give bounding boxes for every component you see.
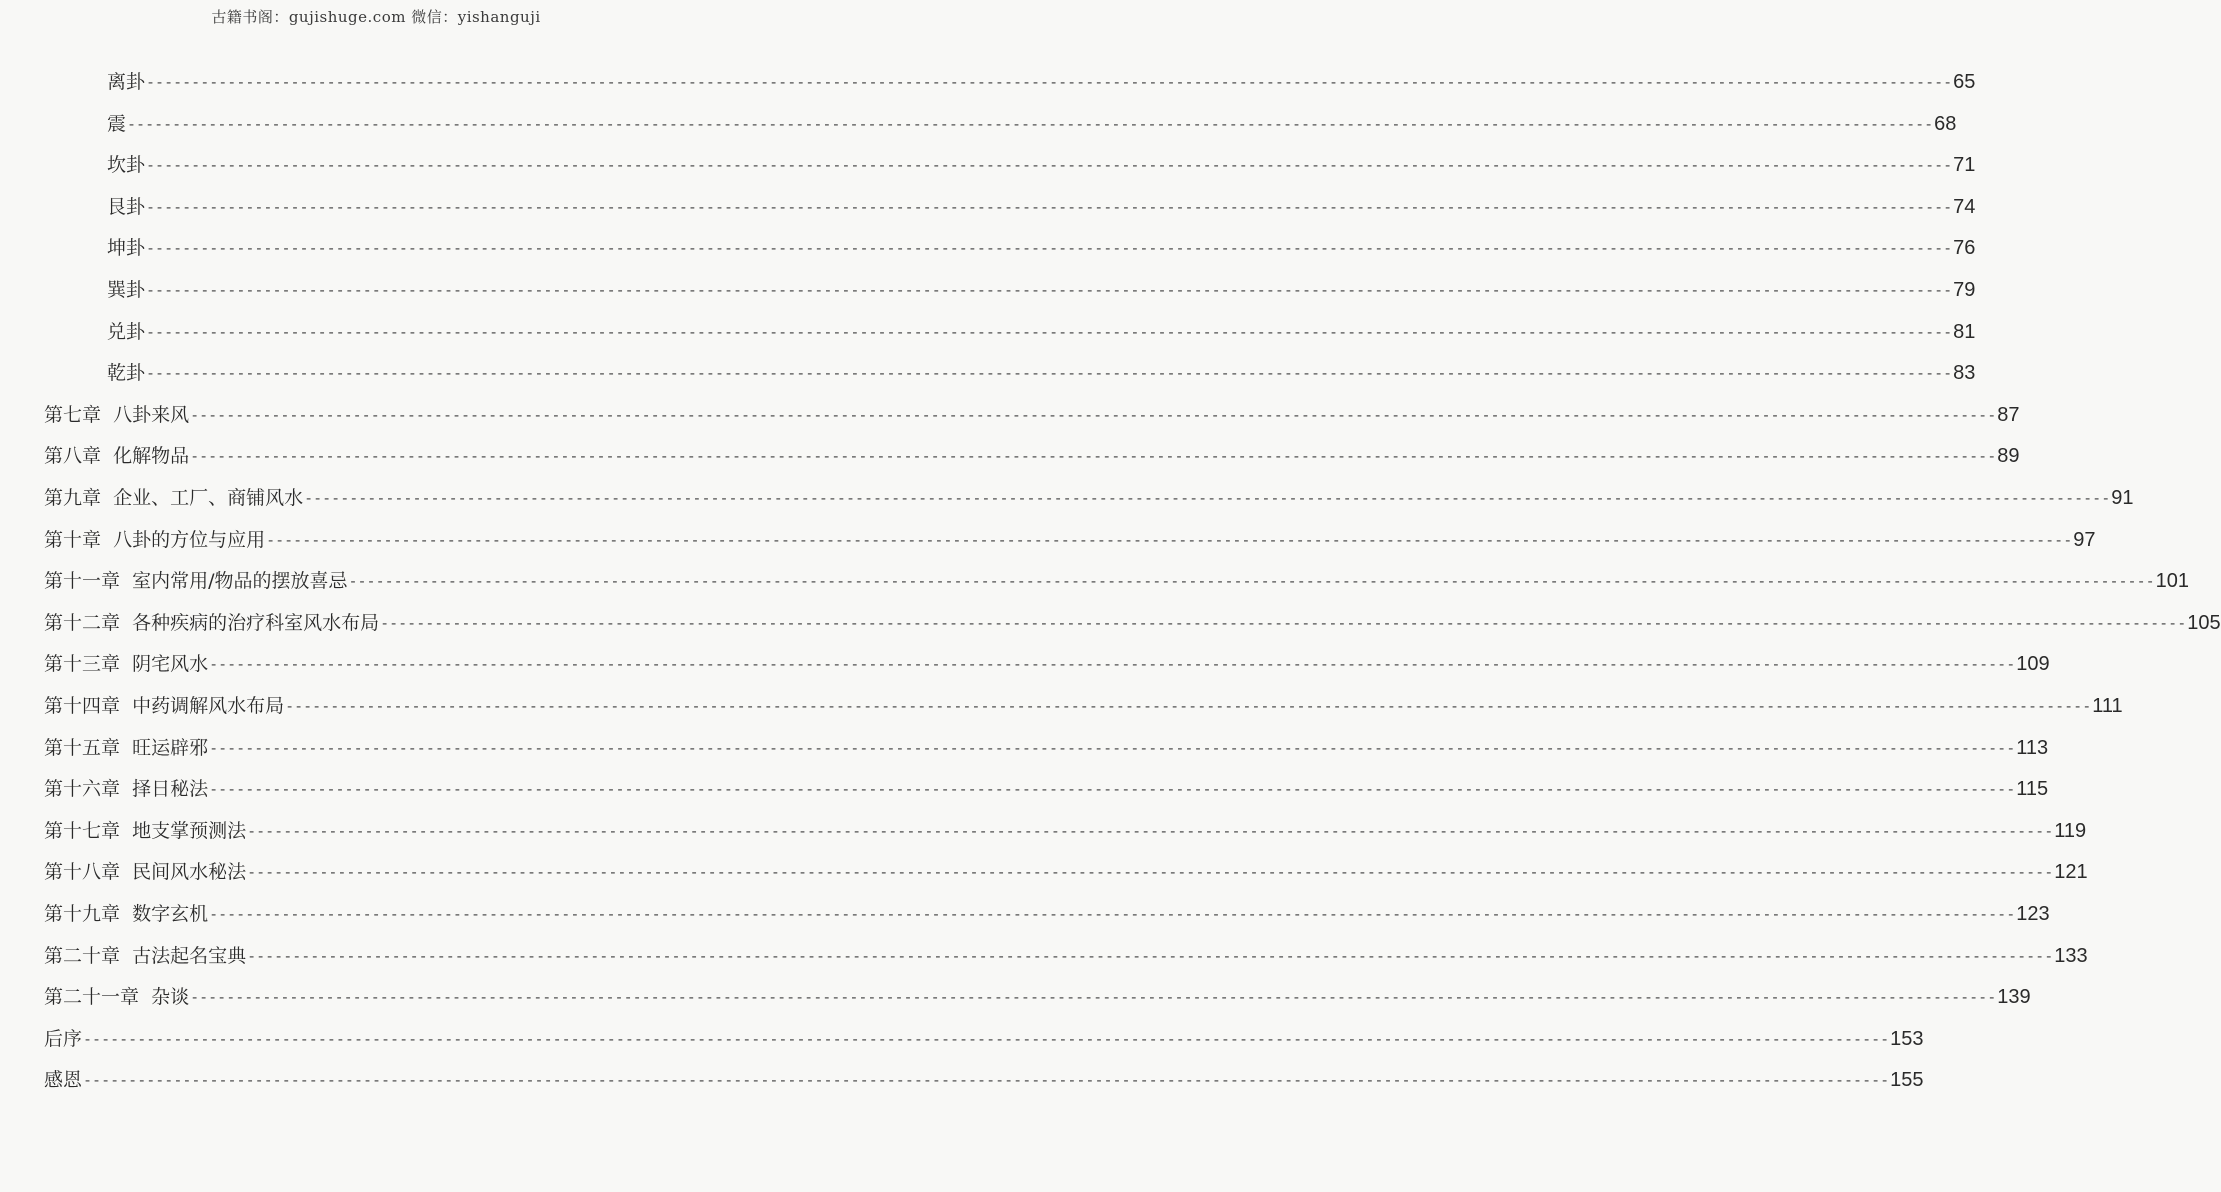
toc-entry [107,106,1957,136]
toc-entry-page-number: 68 [1934,112,1957,135]
toc-entry [44,438,2020,468]
toc-entry [107,64,1976,94]
toc-entry-title: 坤卦 [107,237,146,260]
toc-entry-page-number: 115 [2016,778,2049,801]
toc-entry-title: 离卦 [107,71,146,93]
toc-entry [107,230,1976,260]
toc-entry-page-number: 105 [2187,611,2221,634]
toc-entry [44,480,2134,510]
toc-entry-title: 艮卦 [107,195,146,218]
toc-dot-leader: -------------------------------------------------------------------------------------------------------------------------------------------------------------------------------------------------------- [190,988,1997,1007]
watermark-header: 古籍书阁：gujishuge.com 微信：yishanguji [211,8,541,26]
toc-entry-page-number: 113 [2016,736,2049,759]
toc-dot-leader: -------------------------------------------------------------------------------------------------------------------------------------------------------------------------------------------------------- [146,364,1953,383]
toc-entry-page-number: 65 [1953,71,1976,93]
toc-dot-leader: -------------------------------------------------------------------------------------------------------------------------------------------------------------------------------------------------------- [304,489,2111,507]
toc-entry-page-number: 139 [1997,986,2031,1009]
toc-entry [44,522,2096,552]
toc-entry-page-number: 123 [2016,903,2050,925]
toc-entry-page-number: 119 [2054,819,2087,842]
toc-dot-leader: -------------------------------------------------------------------------------------------------------------------------------------------------------------------------------------------------------- [190,405,1997,424]
toc-entry [44,896,2050,926]
toc-dot-leader: -------------------------------------------------------------------------------------------------------------------------------------------------------------------------------------------------------- [380,613,2187,632]
toc-entry-title: 第九章 企业、工厂、商铺风水 [44,487,304,509]
toc-dot-leader: -------------------------------------------------------------------------------------------------------------------------------------------------------------------------------------------------------- [247,821,2054,840]
toc-entry-title: 乾卦 [107,362,146,385]
toc-entry-title: 第十四章 中药调解风水布局 [44,695,285,717]
toc-entry [107,147,1976,177]
toc-entry-title: 第八章 化解物品 [44,445,190,468]
toc-entry-title: 第十六章 择日秘法 [44,778,209,801]
toc-dot-leader: -------------------------------------------------------------------------------------------------------------------------------------------------------------------------------------------------------- [127,114,1934,133]
toc-entry-page-number: 71 [1953,154,1976,177]
toc-dot-leader: -------------------------------------------------------------------------------------------------------------------------------------------------------------------------------------------------------- [83,1029,1890,1048]
toc-entry-title: 第二十章 古法起名宝典 [44,944,247,967]
toc-entry [44,605,2221,635]
toc-entry-page-number: 133 [2054,944,2088,967]
toc-entry-page-number: 121 [2054,861,2088,884]
toc-dot-leader: -------------------------------------------------------------------------------------------------------------------------------------------------------------------------------------------------------- [146,239,1953,258]
toc-dot-leader: -------------------------------------------------------------------------------------------------------------------------------------------------------------------------------------------------------- [146,322,1953,341]
toc-entry [44,646,2050,676]
toc-entry-page-number: 81 [1953,320,1976,343]
toc-entry-page-number: 83 [1953,362,1976,385]
toc-entry [44,938,2088,968]
toc-entry-title: 第十八章 民间风水秘法 [44,861,247,884]
toc-entry-page-number: 97 [2073,528,2096,551]
toc-dot-leader: -------------------------------------------------------------------------------------------------------------------------------------------------------------------------------------------------------- [266,530,2073,549]
toc-dot-leader: -------------------------------------------------------------------------------------------------------------------------------------------------------------------------------------------------------- [146,73,1953,91]
toc-dot-leader: -------------------------------------------------------------------------------------------------------------------------------------------------------------------------------------------------------- [209,780,2016,799]
toc-entry-page-number: 74 [1953,195,1976,218]
toc-entry [44,771,2049,801]
toc-entry-title: 震 [107,112,127,135]
toc-entry-title: 第十章 八卦的方位与应用 [44,528,266,551]
toc-entry [107,272,1976,302]
toc-dot-leader: -------------------------------------------------------------------------------------------------------------------------------------------------------------------------------------------------------- [209,905,2016,923]
toc-entry-title: 第十五章 旺运辟邪 [44,736,209,759]
toc-entry [44,730,2049,760]
toc-entry-title: 坎卦 [107,154,146,177]
toc-entry [107,189,1976,219]
toc-dot-leader: -------------------------------------------------------------------------------------------------------------------------------------------------------------------------------------------------------- [146,281,1953,299]
toc-entry-page-number: 155 [1890,1069,1924,1092]
toc-entry-page-number: 79 [1953,279,1976,301]
toc-entry [44,813,2087,843]
toc-dot-leader: -------------------------------------------------------------------------------------------------------------------------------------------------------------------------------------------------------- [247,946,2054,965]
toc-entry-title: 第十九章 数字玄机 [44,903,209,925]
toc-entry-page-number: 111 [2092,695,2123,717]
toc-entry-title: 巽卦 [107,279,146,301]
toc-entry-title: 第二十一章 杂谈 [44,986,190,1009]
toc-entry-title: 第十二章 各种疾病的治疗科室风水布局 [44,611,380,634]
toc-entry-page-number: 87 [1997,403,2020,426]
toc-entry-title: 第十一章 室内常用/物品的摆放喜忌 [44,570,348,593]
toc-entry [44,1021,1924,1051]
toc-dot-leader: -------------------------------------------------------------------------------------------------------------------------------------------------------------------------------------------------------- [146,197,1953,216]
toc-entry [44,688,2123,718]
toc-entry-title: 感恩 [44,1069,83,1092]
toc-entry [44,397,2020,427]
toc-entry-page-number: 76 [1953,237,1976,260]
toc-dot-leader: -------------------------------------------------------------------------------------------------------------------------------------------------------------------------------------------------------- [348,572,2155,591]
toc-entry [107,355,1976,385]
toc-entry-page-number: 91 [2111,487,2134,509]
toc-entry-page-number: 109 [2016,653,2050,676]
toc-entry-title: 第七章 八卦来风 [44,403,190,426]
toc-dot-leader: -------------------------------------------------------------------------------------------------------------------------------------------------------------------------------------------------------- [83,1071,1890,1090]
toc-entry [107,314,1976,344]
toc-entry [44,854,2088,884]
toc-dot-leader: -------------------------------------------------------------------------------------------------------------------------------------------------------------------------------------------------------- [285,697,2092,715]
toc-dot-leader: -------------------------------------------------------------------------------------------------------------------------------------------------------------------------------------------------------- [146,156,1953,175]
toc-dot-leader: -------------------------------------------------------------------------------------------------------------------------------------------------------------------------------------------------------- [190,447,1997,466]
toc-entry-title: 第十七章 地支掌预测法 [44,819,247,842]
toc-entry-page-number: 101 [2155,570,2190,593]
toc-dot-leader: -------------------------------------------------------------------------------------------------------------------------------------------------------------------------------------------------------- [247,863,2054,882]
toc-entry-title: 兑卦 [107,320,146,343]
toc-entry [44,1062,1924,1092]
toc-entry [44,979,2031,1009]
toc-entry-title: 后序 [44,1027,83,1050]
toc-entry [44,563,2190,593]
toc-entry-page-number: 153 [1890,1027,1924,1050]
toc-dot-leader: -------------------------------------------------------------------------------------------------------------------------------------------------------------------------------------------------------- [209,655,2016,674]
toc-entry-title: 第十三章 阴宅风水 [44,653,209,676]
toc-dot-leader: -------------------------------------------------------------------------------------------------------------------------------------------------------------------------------------------------------- [209,738,2016,757]
toc-entry-page-number: 89 [1997,445,2020,468]
